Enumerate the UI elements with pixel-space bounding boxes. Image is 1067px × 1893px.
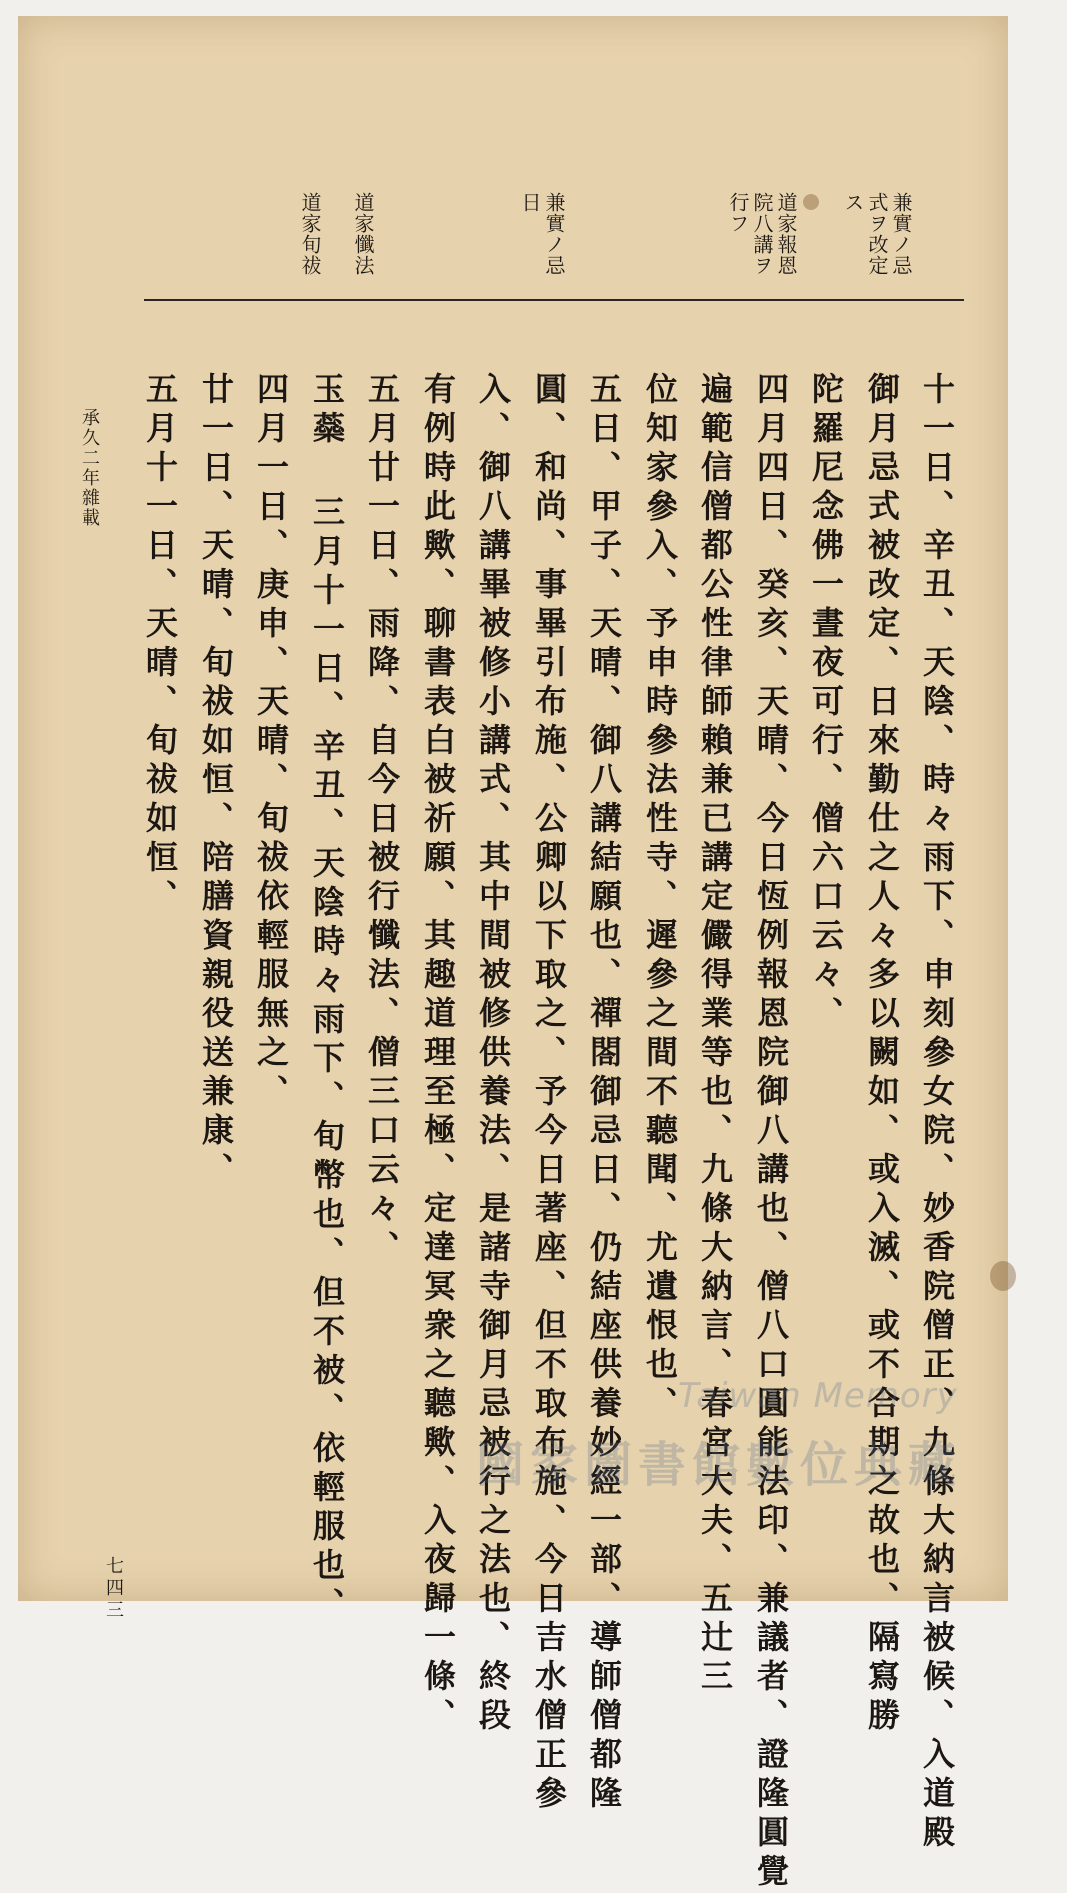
book-page [18, 16, 1008, 1893]
text-column: 圓、和尚、事畢引布施、公卿以下取之、予今日著座、但不取布施、今日吉水僧正參 [530, 372, 568, 1815]
text-column: 十一日、辛丑、天陰、時々雨下、申刻參女院、妙香院僧正、九條大納言被候、入道殿 [918, 372, 956, 1854]
text-column: 五日、甲子、天晴、御八講結願也、禪閤御忌日、仍結座供養妙經一部、導師僧都隆 [585, 372, 623, 1815]
text-column: 遍範信僧都公性律師賴兼已講定儼得業等也、九條大納言、春宮大夫、五辻三 [696, 372, 734, 1698]
watermark-english: Taiwan Memory [678, 1376, 958, 1416]
text-column: 五月十一日、天晴、旬祓如恒、 [141, 372, 179, 918]
text-column: 廿一日、天晴、旬祓如恒、陪膳資親役送兼康、 [197, 372, 235, 1191]
text-column: 御月忌式被改定、日來勤仕之人々多以闕如、或入滅、或不合期之故也、隔寫勝 [863, 372, 901, 1737]
text-column: 入、御八講畢被修小講式、其中間被修供養法、是諸寺御月忌被行之法也、終段 [474, 372, 512, 1737]
text-column: 五月廿一日、雨降、自今日被行懺法、僧三口云々、 [363, 372, 401, 1269]
margin-note: 兼實ノ忌 日 [518, 192, 566, 276]
margin-note: 兼實ノ忌 式ヲ改定 ス [841, 192, 913, 276]
text-column: 位知家參入、予申時參法性寺、遲參之間不聽聞、尤遺恨也、 [641, 372, 679, 1425]
watermark-chinese: 國家圖書館數位典藏 [476, 1437, 963, 1493]
margin-note: 道家旬祓 [298, 192, 322, 276]
margin-note: 道家懺法 [351, 192, 375, 276]
text-column: 有例時此歟、聊書表白被祈願、其趣道理至極、定達冥衆之聽歟、入夜歸一條、 [419, 372, 457, 1737]
text-column: 四月四日、癸亥、天晴、今日恆例報恩院御八講也、僧八口圓能法印、兼議者、證隆圓覺 [752, 372, 790, 1893]
watermark [468, 1356, 1008, 1493]
ink-stain [990, 1261, 1016, 1291]
margin-note: 道家報恩 院八講ヲ 行フ [726, 192, 798, 276]
book-title: 承久二年雜載 [79, 408, 100, 528]
header-rule [144, 299, 964, 301]
text-column: 玉蘂 三月十一日、辛丑、天陰時々雨下、旬幣也、但不被、依輕服也、 [308, 372, 346, 1626]
ink-stain [803, 194, 819, 210]
text-column: 陀羅尼念佛一晝夜可行、僧六口云々、 [807, 372, 845, 1035]
page-number: 七四三 [103, 1556, 124, 1622]
text-column: 四月一日、庚申、天晴、旬祓依輕服無之、 [252, 372, 290, 1113]
